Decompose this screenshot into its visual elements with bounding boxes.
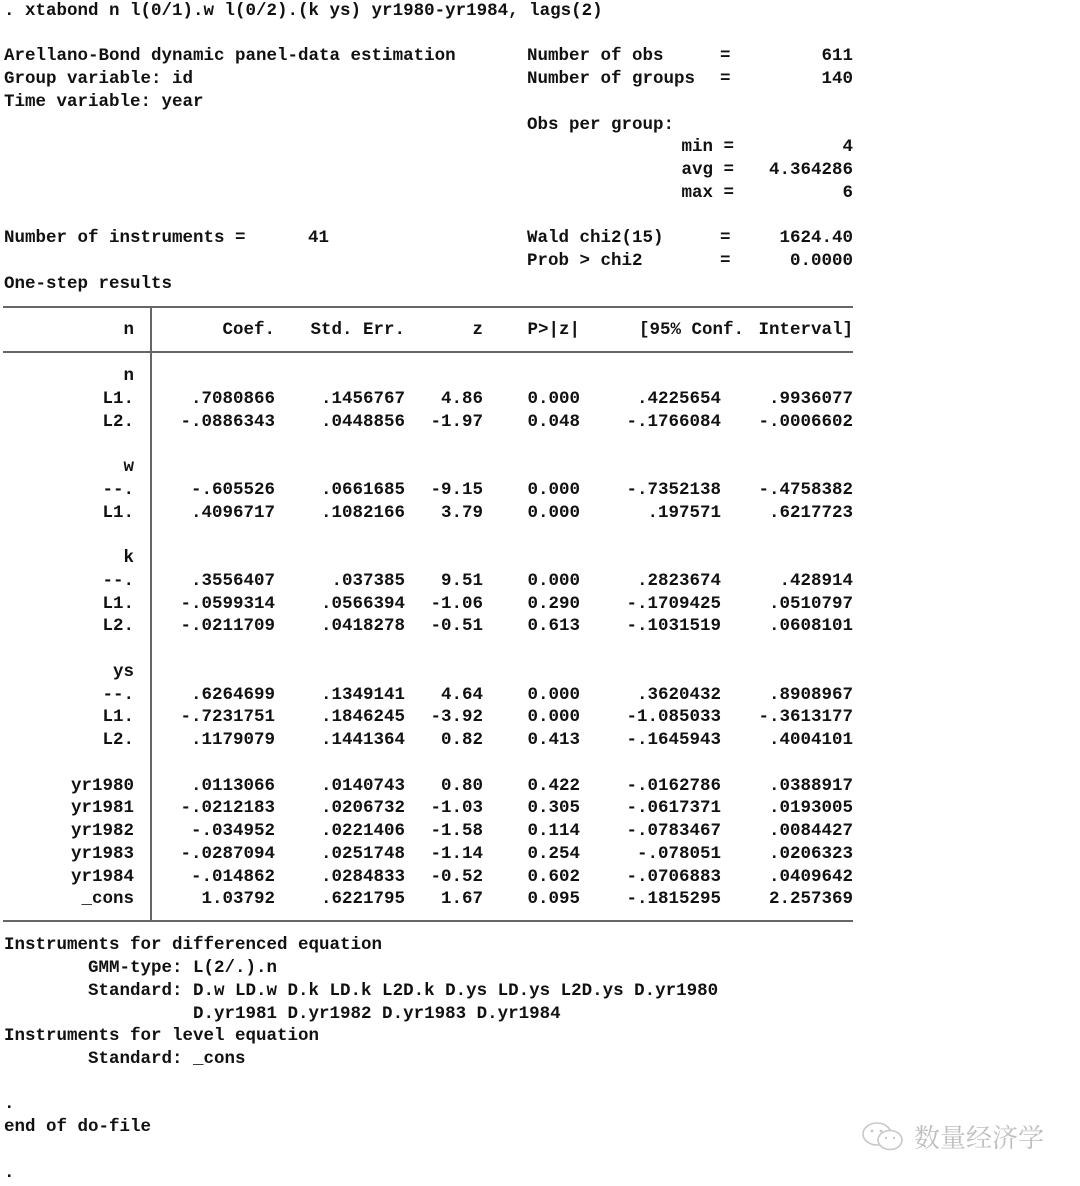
cell-ci-high: .0084427 bbox=[768, 821, 853, 841]
cell-coef: -.0287094 bbox=[180, 843, 275, 864]
cell-ci-low: .2823674 bbox=[636, 570, 721, 591]
cell-coef: -.7231751 bbox=[180, 707, 275, 728]
cell-coef: -.014862 bbox=[190, 866, 275, 887]
cell-stderr: .0221406 bbox=[320, 821, 405, 841]
cell-stderr: .1349141 bbox=[320, 684, 405, 705]
cell-z: 4.86 bbox=[440, 388, 483, 409]
cell-ci-low: .197571 bbox=[647, 502, 721, 523]
cell-stderr: .0251748 bbox=[320, 843, 405, 864]
row-label: yr1980 bbox=[70, 775, 134, 796]
cell-pvalue: 0.254 bbox=[527, 843, 580, 864]
n-obs-value: 611 bbox=[821, 46, 853, 66]
max-label: max = bbox=[681, 183, 734, 203]
cell-ci-high: .6217723 bbox=[768, 502, 853, 523]
obs-per-group-label: Obs per group: bbox=[527, 115, 675, 135]
eq-sign: = bbox=[720, 228, 731, 248]
cell-z: 3.79 bbox=[440, 502, 483, 523]
cell-z: -1.97 bbox=[430, 411, 483, 432]
cell-stderr: .037385 bbox=[331, 570, 405, 591]
row-label: L2. bbox=[102, 730, 134, 750]
cell-stderr: .0206732 bbox=[320, 798, 405, 819]
cell-stderr: .1456767 bbox=[320, 388, 405, 409]
row-label: L2. bbox=[102, 616, 134, 637]
col-stderr: Std. Err. bbox=[310, 320, 405, 340]
avg-label: avg = bbox=[681, 160, 734, 180]
cell-z: 4.64 bbox=[440, 684, 483, 705]
n-groups-value: 140 bbox=[821, 69, 853, 89]
table-header-rule bbox=[3, 351, 853, 353]
cell-ci-low: .3620432 bbox=[636, 684, 721, 705]
cell-z: -0.51 bbox=[430, 616, 483, 637]
row-label: L1. bbox=[102, 502, 134, 523]
command-line: . xtabond n l(0/1).w l(0/2).(k ys) yr1980-yr1984, lags(2) bbox=[4, 1, 603, 21]
cell-pvalue: 0.114 bbox=[527, 821, 580, 841]
cell-coef: .4096717 bbox=[190, 502, 275, 523]
prompt-dot[interactable]: . bbox=[4, 1163, 15, 1183]
cell-ci-low: -.0706883 bbox=[626, 866, 721, 887]
cell-ci-high: .9936077 bbox=[768, 388, 853, 409]
cell-ci-low: -.1031519 bbox=[626, 616, 721, 637]
gmm-instruments: GMM-type: L(2/.).n bbox=[4, 958, 278, 978]
cell-z: -1.03 bbox=[430, 798, 483, 819]
n-obs-label: Number of obs bbox=[527, 46, 664, 66]
cell-z: 0.82 bbox=[440, 730, 483, 750]
row-label: L1. bbox=[102, 707, 134, 728]
cell-stderr: .1082166 bbox=[320, 502, 405, 523]
cell-pvalue: 0.000 bbox=[527, 570, 580, 591]
prompt-dot: . bbox=[4, 1094, 15, 1114]
col-coef: Coef. bbox=[222, 320, 275, 340]
avg-value: 4.364286 bbox=[768, 160, 853, 180]
row-label: L1. bbox=[102, 388, 134, 409]
row-label: yr1984 bbox=[70, 866, 134, 887]
min-value: 4 bbox=[842, 137, 853, 157]
prob-label: Prob > chi2 bbox=[527, 251, 643, 271]
cell-pvalue: 0.000 bbox=[527, 684, 580, 705]
cell-ci-low: -.1709425 bbox=[626, 593, 721, 614]
cell-coef: .7080866 bbox=[190, 388, 275, 409]
cell-stderr: .0418278 bbox=[320, 616, 405, 637]
row-label: --. bbox=[102, 570, 134, 591]
cell-ci-low: -.0162786 bbox=[626, 775, 721, 796]
row-label: L1. bbox=[102, 593, 134, 614]
standard-instruments: Standard: D.w LD.w D.k LD.k L2D.k D.ys LD.ys L2D.ys D.yr1980 bbox=[4, 981, 719, 1001]
level-equation-title: Instruments for level equation bbox=[4, 1026, 320, 1046]
level-standard-instruments: Standard: _cons bbox=[4, 1049, 246, 1069]
table-top-rule bbox=[3, 306, 853, 308]
cell-ci-low: -1.085033 bbox=[626, 707, 721, 728]
row-label: yr1982 bbox=[70, 821, 134, 841]
cell-pvalue: 0.000 bbox=[527, 502, 580, 523]
cell-stderr: .0566394 bbox=[320, 593, 405, 614]
cell-pvalue: 0.422 bbox=[527, 775, 580, 796]
cell-coef: -.034952 bbox=[190, 821, 275, 841]
cell-ci-high: 2.257369 bbox=[768, 889, 853, 910]
col-pvalue: P>|z| bbox=[527, 320, 580, 340]
cell-z: -3.92 bbox=[430, 707, 483, 728]
watermark-text: 数量经济学 bbox=[914, 1124, 1045, 1154]
cell-z: 0.80 bbox=[440, 775, 483, 796]
cell-coef: .3556407 bbox=[190, 570, 275, 591]
cell-ci-low: -.7352138 bbox=[626, 479, 721, 500]
max-value: 6 bbox=[842, 183, 853, 203]
row-label: w bbox=[123, 457, 134, 477]
cell-coef: -.0212183 bbox=[180, 798, 275, 819]
cell-z: -9.15 bbox=[430, 479, 483, 500]
cell-ci-high: .0608101 bbox=[768, 616, 853, 637]
wechat-icon bbox=[860, 1120, 908, 1154]
cell-coef: -.0599314 bbox=[180, 593, 275, 614]
cell-pvalue: 0.000 bbox=[527, 388, 580, 409]
row-label: yr1981 bbox=[70, 798, 134, 819]
col-ci-high: Interval] bbox=[758, 320, 853, 340]
cell-coef: 1.03792 bbox=[201, 889, 275, 910]
table-separator bbox=[150, 306, 152, 920]
cell-pvalue: 0.602 bbox=[527, 866, 580, 887]
cell-pvalue: 0.305 bbox=[527, 798, 580, 819]
cell-ci-high: .0409642 bbox=[768, 866, 853, 887]
row-label: _cons bbox=[81, 889, 134, 910]
cell-z: -0.52 bbox=[430, 866, 483, 887]
cell-coef: -.605526 bbox=[190, 479, 275, 500]
cell-pvalue: 0.290 bbox=[527, 593, 580, 614]
cell-z: 1.67 bbox=[440, 889, 483, 910]
time-variable: Time variable: year bbox=[4, 92, 204, 112]
col-ci-low: [95% Conf. bbox=[638, 320, 744, 340]
cell-ci-low: -.1766084 bbox=[626, 411, 721, 432]
model-title: Arellano-Bond dynamic panel-data estimation bbox=[4, 46, 456, 66]
cell-ci-high: -.3613177 bbox=[758, 707, 853, 728]
cell-pvalue: 0.000 bbox=[527, 707, 580, 728]
col-z: z bbox=[472, 320, 483, 340]
cell-ci-high: -.0006602 bbox=[758, 411, 853, 432]
cell-ci-high: .0206323 bbox=[768, 843, 853, 864]
row-label: n bbox=[123, 366, 134, 386]
eq-sign: = bbox=[720, 251, 731, 271]
cell-stderr: .6221795 bbox=[320, 889, 405, 910]
cell-pvalue: 0.095 bbox=[527, 889, 580, 910]
cell-coef: .0113066 bbox=[190, 775, 275, 796]
step-label: One-step results bbox=[4, 274, 173, 294]
table-bottom-rule bbox=[3, 920, 853, 922]
cell-ci-high: .8908967 bbox=[768, 684, 853, 705]
cell-coef: -.0886343 bbox=[180, 411, 275, 432]
cell-coef: -.0211709 bbox=[180, 616, 275, 637]
watermark bbox=[860, 1118, 1044, 1155]
row-label: ys bbox=[112, 661, 134, 682]
min-label: min = bbox=[681, 137, 734, 157]
eq-sign: = bbox=[720, 69, 731, 89]
cell-stderr: .0661685 bbox=[320, 479, 405, 500]
cell-ci-low: -.1645943 bbox=[626, 730, 721, 750]
row-label: --. bbox=[102, 479, 134, 500]
cell-pvalue: 0.048 bbox=[527, 411, 580, 432]
cell-ci-high: .428914 bbox=[779, 570, 853, 591]
cell-z: -1.14 bbox=[430, 843, 483, 864]
wald-label: Wald chi2(15) bbox=[527, 228, 664, 248]
cell-ci-low: -.078051 bbox=[636, 843, 721, 864]
cell-stderr: .1846245 bbox=[320, 707, 405, 728]
cell-stderr: .0284833 bbox=[320, 866, 405, 887]
row-label: yr1983 bbox=[70, 843, 134, 864]
cell-ci-high: .0510797 bbox=[768, 593, 853, 614]
cell-ci-high: .0388917 bbox=[768, 775, 853, 796]
cell-ci-low: -.0783467 bbox=[626, 821, 721, 841]
cell-ci-low: -.0617371 bbox=[626, 798, 721, 819]
row-label: k bbox=[123, 548, 134, 568]
cell-pvalue: 0.613 bbox=[527, 616, 580, 637]
cell-z: 9.51 bbox=[440, 570, 483, 591]
end-of-dofile: end of do-file bbox=[4, 1117, 152, 1137]
row-label: L2. bbox=[102, 411, 134, 432]
cell-pvalue: 0.000 bbox=[527, 479, 580, 500]
instruments-value: 41 bbox=[308, 228, 330, 248]
wald-value: 1624.40 bbox=[779, 228, 853, 248]
cell-stderr: .0140743 bbox=[320, 775, 405, 796]
col-depvar: n bbox=[123, 320, 134, 340]
cell-ci-high: -.4758382 bbox=[758, 479, 853, 500]
cell-pvalue: 0.413 bbox=[527, 730, 580, 750]
diff-equation-title: Instruments for differenced equation bbox=[4, 935, 383, 955]
cell-z: -1.58 bbox=[430, 821, 483, 841]
cell-ci-high: .4004101 bbox=[768, 730, 853, 750]
cell-ci-low: .4225654 bbox=[636, 388, 721, 409]
cell-stderr: .1441364 bbox=[320, 730, 405, 750]
eq-sign: = bbox=[720, 46, 731, 66]
cell-coef: .6264699 bbox=[190, 684, 275, 705]
instruments-label: Number of instruments = bbox=[4, 228, 246, 248]
cell-stderr: .0448856 bbox=[320, 411, 405, 432]
cell-ci-high: .0193005 bbox=[768, 798, 853, 819]
prob-value: 0.0000 bbox=[789, 251, 853, 271]
row-label: --. bbox=[102, 684, 134, 705]
group-variable: Group variable: id bbox=[4, 69, 194, 89]
n-groups-label: Number of groups bbox=[527, 69, 696, 89]
cell-ci-low: -.1815295 bbox=[626, 889, 721, 910]
cell-coef: .1179079 bbox=[190, 730, 275, 750]
cell-z: -1.06 bbox=[430, 593, 483, 614]
standard-instruments-cont: D.yr1981 D.yr1982 D.yr1983 D.yr1984 bbox=[4, 1004, 561, 1024]
